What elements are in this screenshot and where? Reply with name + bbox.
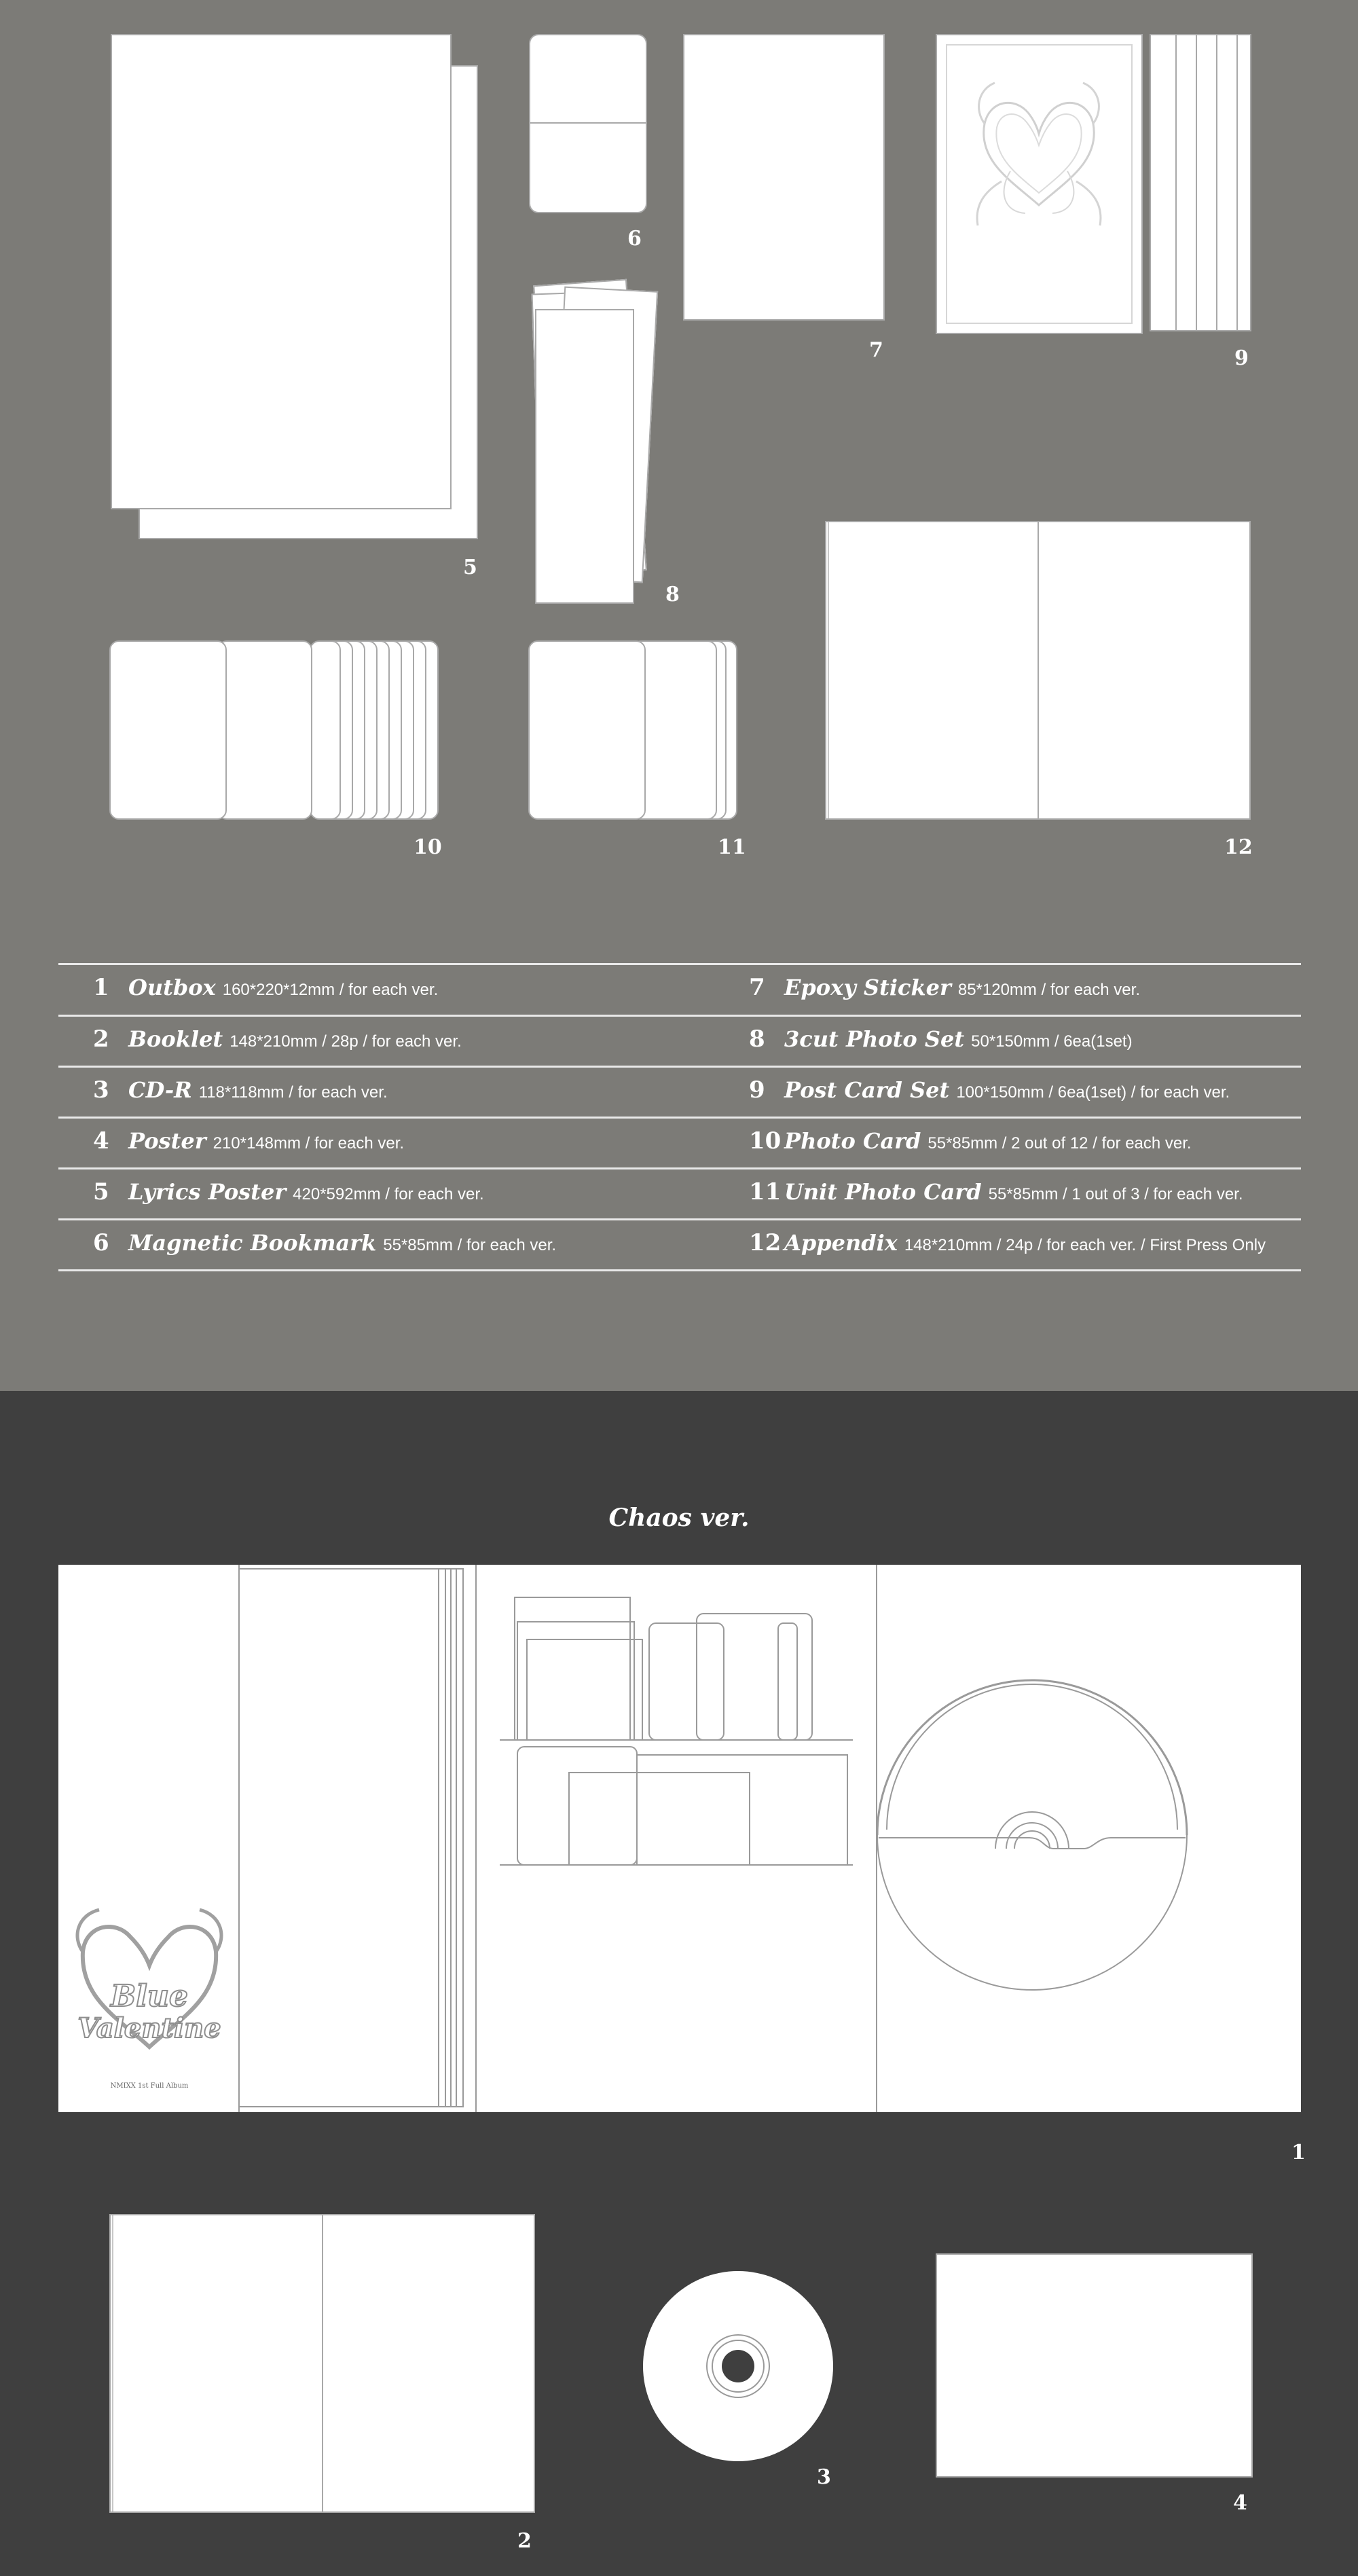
item-number: 1 <box>1291 2141 1306 2164</box>
item-number: 11 <box>718 835 746 859</box>
bookmark-fold-line <box>530 122 646 124</box>
magnetic-bookmark <box>529 34 647 213</box>
outbox-line-art <box>58 1565 1301 2112</box>
appendix-spine <box>1038 522 1039 818</box>
lyrics-poster <box>111 34 452 509</box>
poster <box>936 2253 1253 2478</box>
table-rule <box>58 1167 1301 1169</box>
blue-valentine-logo-icon <box>77 1910 221 2090</box>
spec-detail: 148*210mm / 28p / for each ver. <box>230 1032 462 1051</box>
photo-strip-1 <box>535 309 634 604</box>
booklet-binding <box>112 2215 113 2511</box>
spec-name: 3cut Photo Set <box>784 1026 965 1052</box>
item-number: 12 <box>1224 835 1253 859</box>
spec-detail: 50*150mm / 6ea(1set) <box>971 1032 1133 1051</box>
spec-number: 10 <box>749 1127 782 1155</box>
spec-detail: 420*592mm / for each ver. <box>293 1185 484 1203</box>
spec-number: 9 <box>749 1076 765 1104</box>
spec-number: 5 <box>93 1178 109 1205</box>
item-number: 6 <box>627 227 642 251</box>
spec-row <box>93 1229 556 1256</box>
item-number: 2 <box>517 2529 532 2553</box>
table-rule <box>58 1117 1301 1119</box>
spec-name: Outbox <box>128 975 216 1000</box>
spec-detail: 210*148mm / for each ver. <box>213 1134 405 1153</box>
spec-detail: 100*150mm / 6ea(1set) / for each ver. <box>956 1083 1230 1102</box>
item-number: 8 <box>665 583 680 606</box>
table-rule <box>58 1066 1301 1068</box>
heart-ornament-icon <box>937 35 1141 333</box>
spec-detail: 85*120mm / for each ver. <box>957 981 1140 999</box>
spec-detail: 118*118mm / for each ver. <box>198 1083 388 1102</box>
version-title: Chaos ver. <box>608 1504 750 1532</box>
spec-number: 6 <box>93 1229 109 1256</box>
item-number: 3 <box>817 2465 831 2489</box>
photo-card-second <box>217 640 312 820</box>
outbox-unfolded <box>58 1565 1301 2112</box>
spec-number: 3 <box>93 1076 109 1104</box>
cd-disc-icon <box>642 2270 834 2463</box>
spec-name: Magnetic Bookmark <box>128 1230 377 1256</box>
appendix-binding <box>828 522 829 818</box>
svg-text:NMIXX 1st Full Album: NMIXX 1st Full Album <box>110 2082 189 2090</box>
spec-name: Photo Card <box>784 1128 921 1154</box>
spec-name: Lyrics Poster <box>128 1179 287 1205</box>
spec-row <box>93 1127 404 1155</box>
spec-name: CD-R <box>128 1077 192 1103</box>
spec-name: Booklet <box>128 1026 223 1052</box>
spec-row <box>749 1178 1243 1205</box>
post-card-front <box>936 34 1143 334</box>
item-number: 7 <box>869 338 883 362</box>
spec-name: Unit Photo Card <box>784 1179 982 1205</box>
table-rule <box>58 963 1301 965</box>
spec-name: Poster <box>128 1128 206 1154</box>
svg-text:Valentine: Valentine <box>77 2012 221 2044</box>
epoxy-sticker <box>683 34 885 321</box>
spec-name: Appendix <box>784 1230 898 1256</box>
spec-row <box>749 1229 1266 1256</box>
item-number: 10 <box>414 835 442 859</box>
spec-row <box>749 1026 1133 1053</box>
spec-row <box>93 974 438 1001</box>
spec-name: Post Card Set <box>784 1077 950 1103</box>
post-card-stack-1 <box>1150 34 1177 331</box>
table-rule <box>58 1218 1301 1220</box>
spec-row <box>93 1026 462 1053</box>
item-number: 9 <box>1234 346 1249 370</box>
item-number: 5 <box>463 556 477 579</box>
spec-row <box>93 1178 484 1205</box>
spec-number: 2 <box>93 1026 109 1053</box>
spec-detail: 55*85mm / 1 out of 3 / for each ver. <box>988 1185 1243 1203</box>
spec-row <box>749 1076 1230 1104</box>
spec-row <box>93 1076 388 1104</box>
spec-number: 11 <box>749 1178 782 1205</box>
booklet-spine <box>322 2215 323 2511</box>
spec-row <box>749 1127 1192 1155</box>
spec-number: 12 <box>749 1229 782 1256</box>
spec-detail: 160*220*12mm / for each ver. <box>222 981 439 999</box>
spec-number: 8 <box>749 1026 765 1053</box>
table-rule <box>58 1015 1301 1017</box>
photo-card-stack <box>310 640 341 820</box>
spec-name: Epoxy Sticker <box>784 975 951 1000</box>
spec-detail: 55*85mm / 2 out of 12 / for each ver. <box>928 1134 1192 1153</box>
spec-number: 7 <box>749 974 765 1001</box>
spec-number: 1 <box>93 974 109 1001</box>
spec-number: 4 <box>93 1127 109 1155</box>
item-number: 4 <box>1233 2491 1247 2515</box>
spec-row <box>749 974 1140 1001</box>
svg-text:Blue: Blue <box>111 1979 188 2014</box>
table-rule <box>58 1269 1301 1271</box>
spec-detail: 148*210mm / 24p / for each ver. / First Press Only <box>904 1236 1266 1254</box>
unit-photo-card-front <box>528 640 646 820</box>
photo-card-front <box>109 640 227 820</box>
spec-detail: 55*85mm / for each ver. <box>383 1236 557 1254</box>
